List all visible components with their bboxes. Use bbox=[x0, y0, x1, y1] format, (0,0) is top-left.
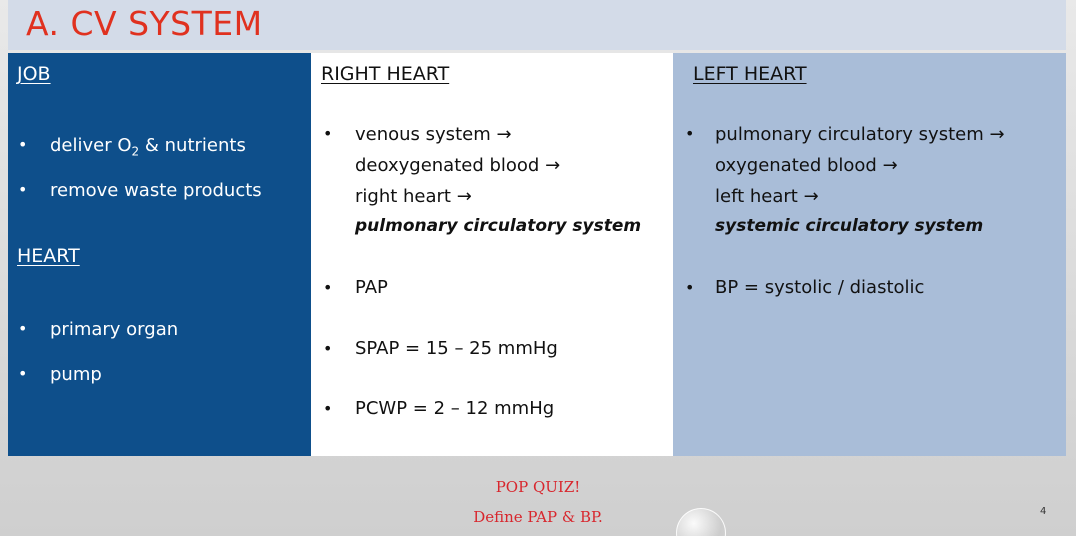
job-column bbox=[8, 53, 311, 456]
right-heart-column bbox=[311, 53, 673, 456]
bullet-icon: • bbox=[323, 278, 333, 297]
left-flow-4: systemic circulatory system bbox=[715, 216, 984, 236]
left-flow-1: pulmonary circulatory system → bbox=[715, 124, 1005, 145]
page-number: 4 bbox=[1040, 506, 1047, 517]
heart-item-primary-organ: primary organ bbox=[50, 319, 179, 340]
right-item-pap: PAP bbox=[355, 277, 388, 298]
left-item-bp: BP = systolic / diastolic bbox=[715, 277, 925, 298]
job-item-remove: remove waste products bbox=[50, 180, 262, 201]
bullet-icon: • bbox=[18, 319, 28, 338]
right-flow-3: right heart → bbox=[355, 186, 472, 207]
left-heart-column bbox=[673, 53, 1066, 456]
bullet-icon: • bbox=[323, 124, 333, 143]
heart-item-pump: pump bbox=[50, 364, 102, 385]
title-bar bbox=[8, 0, 1066, 50]
left-flow-3: left heart → bbox=[715, 186, 819, 207]
bullet-icon: • bbox=[323, 399, 333, 418]
job-item-deliver: deliver $O_2$ & nutrients bbox=[50, 135, 246, 159]
quiz-line-2: Define PAP & BP. bbox=[473, 508, 603, 526]
heart-heading: HEART bbox=[17, 245, 80, 267]
right-flow-2: deoxygenated blood → bbox=[355, 155, 561, 176]
bullet-icon: • bbox=[685, 278, 695, 297]
left-flow-2: oxygenated blood → bbox=[715, 155, 898, 176]
bullet-icon: • bbox=[685, 124, 695, 143]
right-flow-1: venous system → bbox=[355, 124, 512, 145]
right-flow-4: pulmonary circulatory system bbox=[355, 216, 642, 236]
right-item-pcwp: PCWP = 2 – 12 mmHg bbox=[355, 398, 555, 419]
job-heading: JOB bbox=[17, 63, 51, 85]
right-item-spap: SPAP = 15 – 25 mmHg bbox=[355, 338, 558, 359]
bullet-icon: • bbox=[18, 364, 28, 383]
quiz-line-1: POP QUIZ! bbox=[495, 478, 581, 496]
bullet-icon: • bbox=[18, 135, 28, 154]
bullet-icon: • bbox=[18, 180, 28, 199]
left-heart-heading: LEFT HEART bbox=[693, 63, 807, 85]
bullet-icon: • bbox=[323, 339, 333, 358]
right-heart-heading: RIGHT HEART bbox=[321, 63, 450, 85]
slide-title: A. CV SYSTEM bbox=[26, 4, 263, 43]
